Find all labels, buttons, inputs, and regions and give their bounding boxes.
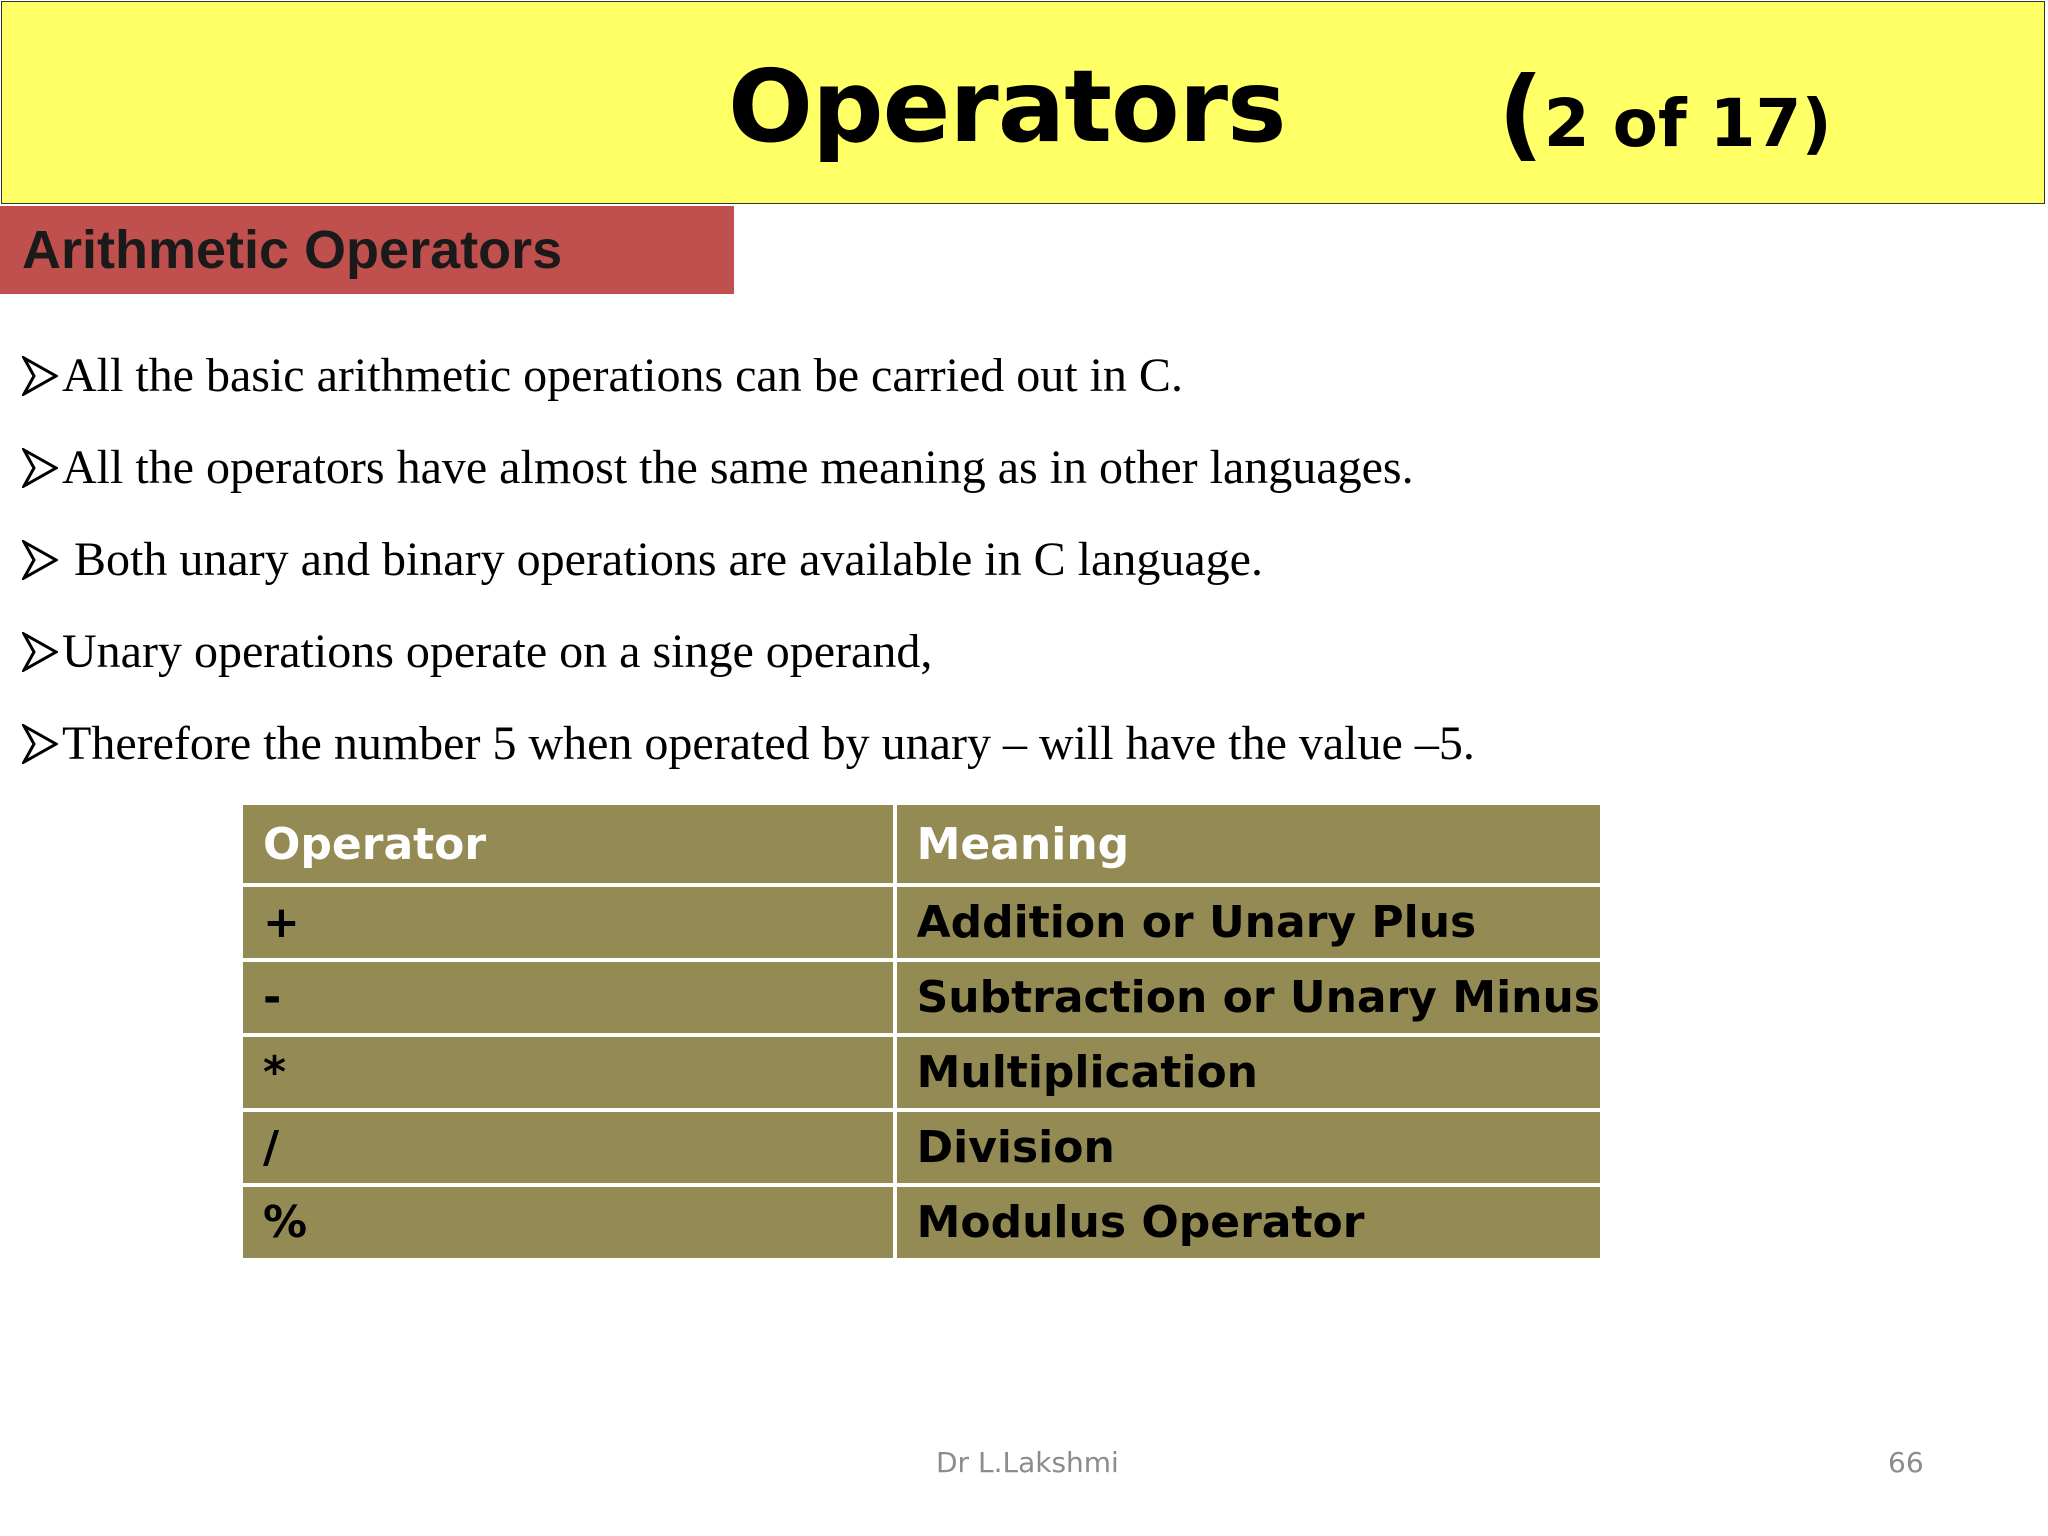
section-heading: Arithmetic Operators xyxy=(22,220,563,280)
bullet-list xyxy=(22,330,1475,790)
slide-title: Operators xyxy=(728,48,1286,165)
bullet-item xyxy=(22,330,1475,422)
meaning-cell: Multiplication xyxy=(895,1035,1602,1110)
arrow-bullet-icon xyxy=(22,724,58,764)
footer-page-number: 66 xyxy=(1888,1446,1924,1479)
header-operator: Operator xyxy=(241,803,895,885)
bullet-text: All the basic arithmetic operations can be carried out in C. xyxy=(62,349,1183,402)
meaning-cell: Subtraction or Unary Minus xyxy=(895,960,1602,1035)
title-bar xyxy=(1,1,2045,204)
footer-author: Dr L.Lakshmi xyxy=(936,1446,1119,1479)
bullet-item xyxy=(22,606,1475,698)
header-meaning: Meaning xyxy=(895,803,1602,885)
table-row xyxy=(241,885,1602,960)
operator-cell: + xyxy=(241,885,895,960)
table-header-row xyxy=(241,803,1602,885)
table-row xyxy=(241,1035,1602,1110)
bullet-item xyxy=(22,422,1475,514)
bullet-text: Both unary and binary operations are available in C language. xyxy=(74,533,1263,586)
table-row xyxy=(241,1110,1602,1185)
page-paren-open: ( xyxy=(1498,55,1544,172)
bullet-item xyxy=(22,698,1475,790)
bullet-text: Therefore the number 5 when operated by unary – will have the value –5. xyxy=(62,717,1475,770)
bullet-text: All the operators have almost the same meaning as in other languages. xyxy=(62,441,1414,494)
operator-cell: % xyxy=(241,1185,895,1260)
meaning-cell: Modulus Operator xyxy=(895,1185,1602,1260)
page-count: 2 of 17 xyxy=(1543,85,1802,162)
page-paren-close: ) xyxy=(1801,85,1832,162)
operator-cell: / xyxy=(241,1110,895,1185)
meaning-cell: Addition or Unary Plus xyxy=(895,885,1602,960)
table-row xyxy=(241,1185,1602,1260)
operators-table xyxy=(239,801,1604,1262)
operator-cell: - xyxy=(241,960,895,1035)
bullet-text: Unary operations operate on a singe operand, xyxy=(62,625,933,678)
slide-page-indicator xyxy=(1498,54,1832,201)
arrow-bullet-icon xyxy=(22,632,58,672)
arrow-bullet-icon xyxy=(22,448,58,488)
section-header xyxy=(0,206,734,294)
arrow-bullet-icon xyxy=(22,540,58,580)
operator-cell: * xyxy=(241,1035,895,1110)
meaning-cell: Division xyxy=(895,1110,1602,1185)
arrow-bullet-icon xyxy=(22,356,58,396)
bullet-item xyxy=(22,514,1475,606)
table-row xyxy=(241,960,1602,1035)
